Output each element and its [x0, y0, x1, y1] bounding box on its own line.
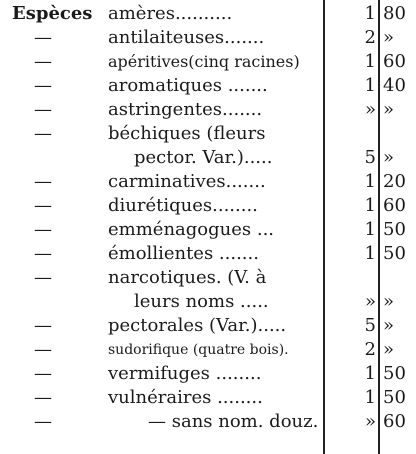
row-prefix: — [34, 243, 52, 264]
row-francs: 1 [364, 363, 376, 384]
row-label: — sans nom. douz. [148, 411, 319, 432]
row-francs: 1 [364, 219, 376, 240]
row-label: vermifuges ........ [108, 363, 262, 384]
list-row [0, 242, 416, 266]
row-francs: » [364, 411, 376, 432]
list-row [0, 98, 416, 122]
row-centimes: 50 [383, 219, 406, 240]
row-prefix: — [34, 411, 52, 432]
row-francs: 2 [364, 27, 376, 48]
row-centimes: 40 [383, 75, 406, 96]
list-row [0, 2, 416, 26]
row-label: narcotiques. (V. à [108, 267, 267, 288]
row-prefix: — [34, 171, 52, 192]
row-label: diurétiques........ [108, 195, 258, 216]
row-centimes: » [383, 291, 395, 312]
row-francs: 2 [364, 339, 376, 360]
row-centimes: 50 [383, 243, 406, 264]
row-francs: 5 [364, 315, 376, 336]
list-row [0, 170, 416, 194]
row-label: apéritives(cinq racines) [108, 52, 300, 71]
row-prefix: — [34, 339, 52, 360]
row-centimes: 60 [383, 195, 406, 216]
list-row [0, 146, 416, 170]
row-prefix: — [34, 123, 52, 144]
row-francs: 1 [364, 171, 376, 192]
row-label: antilaiteuses....... [108, 27, 265, 48]
row-francs: 1 [364, 243, 376, 264]
list-row [0, 194, 416, 218]
row-centimes: 80 [383, 3, 406, 24]
row-label: pectorales (Var.)..... [108, 315, 287, 336]
row-label: pector. Var.)..... [134, 147, 273, 168]
row-label: emménagogues ... [108, 219, 275, 240]
row-prefix: — [34, 195, 52, 216]
row-prefix: — [34, 315, 52, 336]
row-francs: 1 [364, 195, 376, 216]
row-francs: 1 [364, 75, 376, 96]
row-centimes: 20 [383, 171, 406, 192]
list-row [0, 314, 416, 338]
row-prefix: — [34, 267, 52, 288]
row-prefix: — [34, 99, 52, 120]
list-row [0, 74, 416, 98]
list-row [0, 266, 416, 290]
list-row [0, 26, 416, 50]
list-row [0, 410, 416, 434]
row-prefix: Espèces [12, 3, 93, 24]
list-row [0, 290, 416, 314]
row-prefix: — [34, 75, 52, 96]
row-francs: » [364, 291, 376, 312]
row-label: aromatiques ....... [108, 75, 268, 96]
row-centimes: » [383, 99, 395, 120]
list-row [0, 122, 416, 146]
row-label: amères.......... [108, 3, 233, 24]
row-prefix: — [34, 51, 52, 72]
row-francs: 1 [364, 51, 376, 72]
list-row [0, 362, 416, 386]
row-francs: 1 [364, 387, 376, 408]
row-label: béchiques (fleurs [108, 123, 266, 144]
row-centimes: 60 [383, 411, 406, 432]
list-row [0, 50, 416, 74]
row-centimes: 60 [383, 51, 406, 72]
row-label: leurs noms ..... [134, 291, 269, 312]
row-centimes: 50 [383, 363, 406, 384]
list-row [0, 218, 416, 242]
row-centimes: 50 [383, 387, 406, 408]
row-centimes: » [383, 27, 395, 48]
row-prefix: — [34, 219, 52, 240]
row-label: sudorifique (quatre bois). [108, 342, 289, 358]
row-prefix: — [34, 363, 52, 384]
row-francs: » [364, 99, 376, 120]
row-centimes: » [383, 147, 395, 168]
row-label: carminatives....... [108, 171, 266, 192]
list-row [0, 386, 416, 410]
row-francs: 5 [364, 147, 376, 168]
row-francs: 1 [364, 3, 376, 24]
row-centimes: » [383, 315, 395, 336]
row-centimes: » [383, 339, 395, 360]
row-prefix: — [34, 387, 52, 408]
list-row [0, 338, 416, 362]
row-label: émollientes ....... [108, 243, 259, 264]
row-label: astringentes....... [108, 99, 263, 120]
row-label: vulnéraires ........ [108, 387, 263, 408]
row-prefix: — [34, 27, 52, 48]
